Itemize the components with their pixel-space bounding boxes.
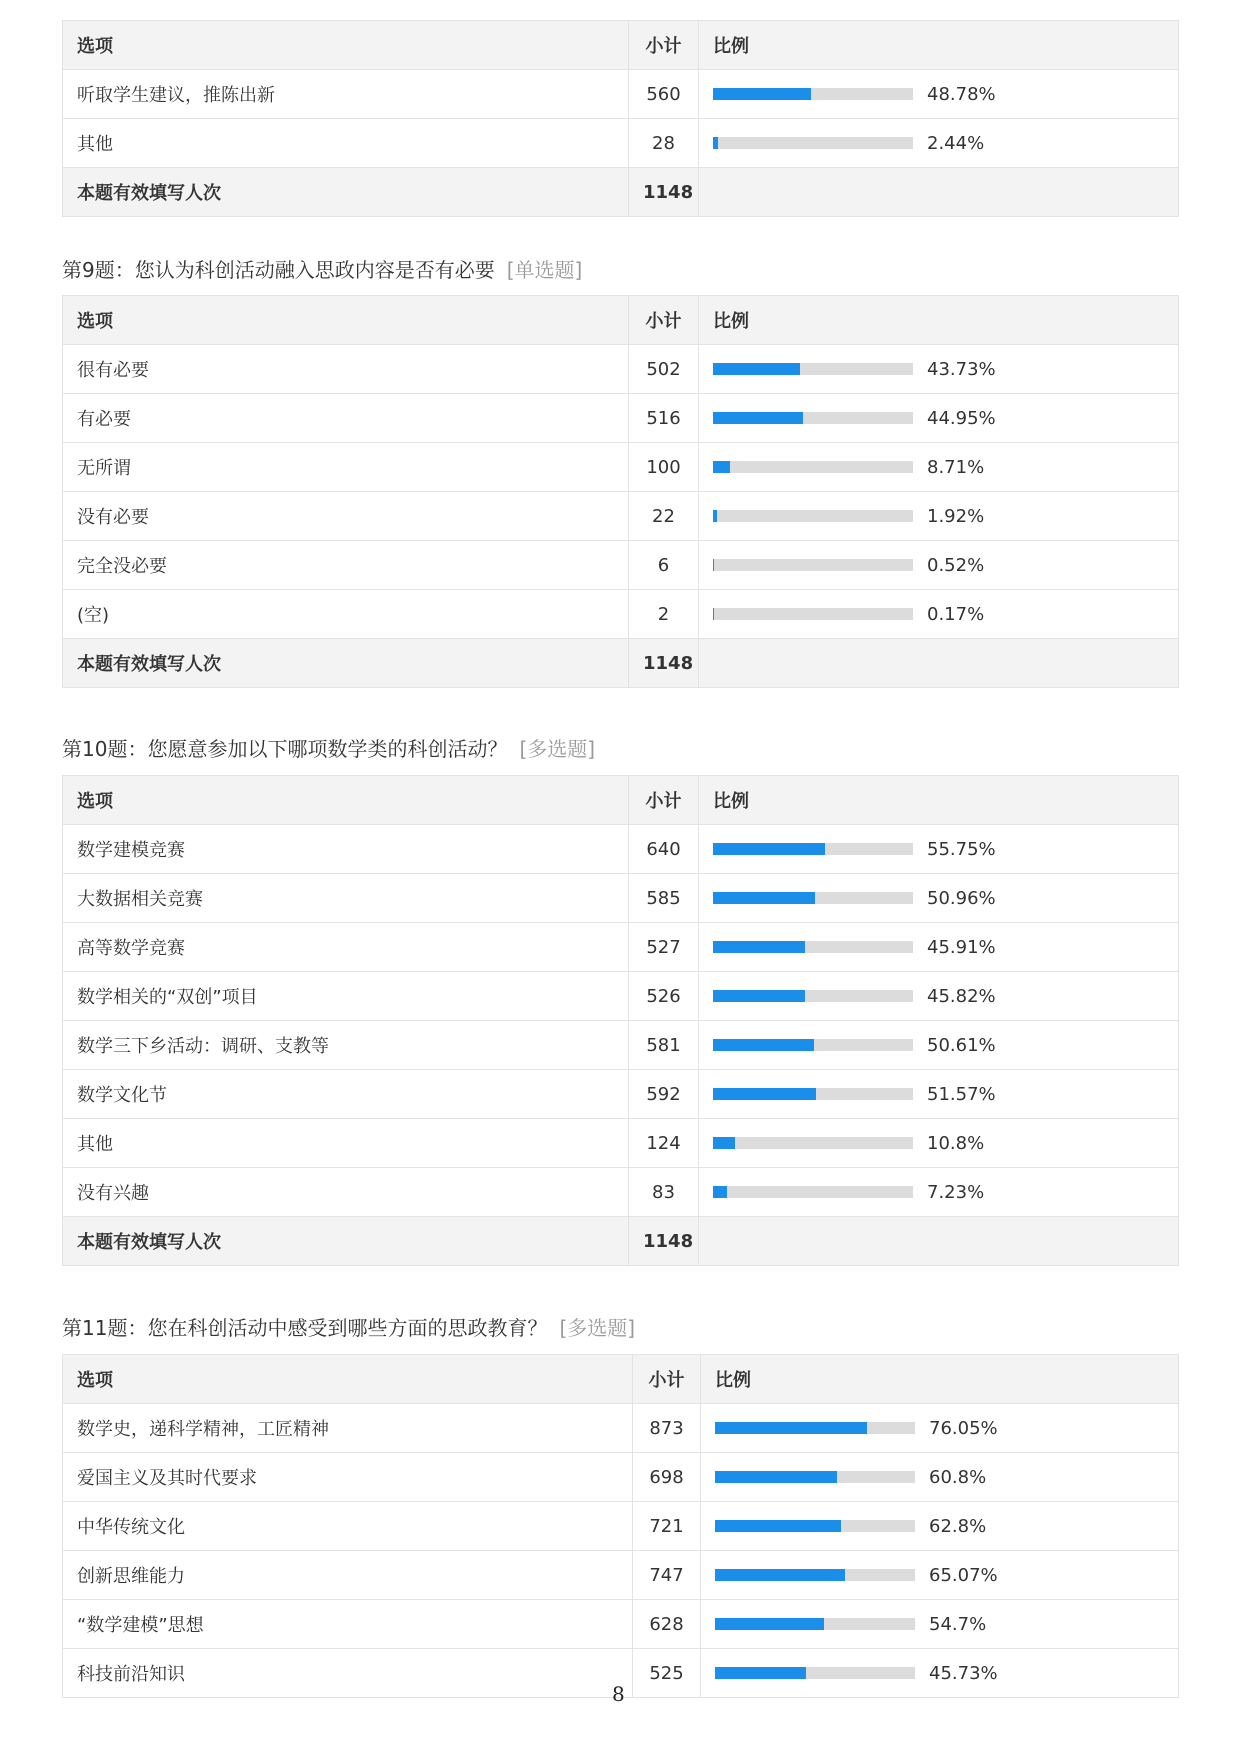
table-body [63,70,1179,168]
ratio-bar-fill [715,1618,824,1630]
table-row [63,1119,1179,1168]
ratio-bar-group [715,1614,1164,1635]
ratio-bar-fill [713,1088,816,1100]
question-type: [多选题] [559,1316,636,1340]
table-row [63,1070,1179,1119]
ratio-percent: 60.8% [929,1466,987,1488]
ratio-bar-track [713,990,913,1002]
option-ratio [699,923,1179,972]
ratio-bar-track [715,1471,915,1483]
option-label: 数学史，递科学精神，工匠精神 [63,1404,633,1453]
header-count: 小计 [633,1355,701,1404]
ratio-bar-fill [715,1520,841,1532]
total-row [63,1217,1179,1266]
table-row [63,1168,1179,1217]
option-count: 525 [633,1649,701,1698]
ratio-percent: 43.73% [927,358,996,380]
ratio-bar-track [715,1422,915,1434]
option-label: 很有必要 [63,345,629,394]
option-count: 502 [629,345,699,394]
ratio-percent: 10.8% [927,1132,985,1154]
option-label: 数学文化节 [63,1070,629,1119]
question-text: 第10题：您愿意参加以下哪项数学类的科创活动？ [62,737,508,761]
table-row [63,590,1179,639]
ratio-bar-group [713,986,1164,1007]
ratio-bar-track [715,1569,915,1581]
option-label: 听取学生建议，推陈出新 [63,70,629,119]
option-label: 完全没必要 [63,541,629,590]
total-count: 1148 [629,168,699,217]
header-option: 选项 [63,1355,633,1404]
table-row [63,394,1179,443]
ratio-percent: 48.78% [927,83,996,105]
total-label: 本题有效填写人次 [63,639,629,688]
header-ratio: 比例 [699,776,1179,825]
results-table [62,20,1179,217]
question-text: 第11题：您在科创活动中感受到哪些方面的思政教育？ [62,1316,548,1340]
ratio-percent: 44.95% [927,407,996,429]
option-ratio [699,443,1179,492]
results-table [62,1354,1179,1698]
ratio-percent: 0.52% [927,554,985,576]
ratio-bar-track [713,843,913,855]
option-label: 有必要 [63,394,629,443]
header-option: 选项 [63,776,629,825]
table-row [63,70,1179,119]
ratio-bar-track [715,1618,915,1630]
total-ratio-empty [699,168,1179,217]
option-count: 516 [629,394,699,443]
table-row [63,1404,1179,1453]
header-count: 小计 [629,21,699,70]
total-count: 1148 [629,639,699,688]
ratio-percent: 55.75% [927,838,996,860]
option-label: 爱国主义及其时代要求 [63,1453,633,1502]
option-count: 581 [629,1021,699,1070]
ratio-bar-fill [715,1471,837,1483]
option-label: (空) [63,590,629,639]
ratio-bar-group [715,1467,1164,1488]
question-type: [多选题] [519,737,596,761]
ratio-bar-fill [713,88,811,100]
option-label: 高等数学竞赛 [63,923,629,972]
ratio-percent: 45.73% [929,1662,998,1684]
option-ratio [699,1021,1179,1070]
option-ratio [701,1649,1179,1698]
ratio-bar-group [713,1133,1164,1154]
table-header-row [63,776,1179,825]
ratio-percent: 2.44% [927,132,985,154]
option-ratio [701,1404,1179,1453]
ratio-bar-track [713,941,913,953]
option-ratio [701,1453,1179,1502]
ratio-percent: 45.82% [927,985,996,1007]
table-body [63,825,1179,1217]
table-body [63,1404,1179,1698]
table-row [63,1502,1179,1551]
ratio-bar-track [713,1088,913,1100]
option-count: 124 [629,1119,699,1168]
option-label: 没有兴趣 [63,1168,629,1217]
ratio-bar-fill [713,1039,814,1051]
option-ratio [699,590,1179,639]
option-ratio [699,825,1179,874]
ratio-bar-track [713,1186,913,1198]
ratio-bar-group [715,1516,1164,1537]
option-label: 数学相关的“双创”项目 [63,972,629,1021]
table-row [63,825,1179,874]
header-ratio: 比例 [699,21,1179,70]
ratio-bar-track [713,608,913,620]
ratio-bar-fill [713,1186,727,1198]
ratio-percent: 50.96% [927,887,996,909]
results-table [62,295,1179,688]
option-ratio [699,541,1179,590]
ratio-bar-group [713,1035,1164,1056]
question-9-title [62,257,582,283]
ratio-bar-group [715,1663,1164,1684]
ratio-bar-group [713,888,1164,909]
ratio-bar-fill [713,843,825,855]
table-row [63,874,1179,923]
ratio-bar-track [713,892,913,904]
total-label: 本题有效填写人次 [63,168,629,217]
option-count: 585 [629,874,699,923]
ratio-bar-track [713,510,913,522]
option-ratio [699,345,1179,394]
option-count: 28 [629,119,699,168]
ratio-bar-fill [713,990,805,1002]
total-row [63,168,1179,217]
question-type: [单选题] [506,258,583,282]
option-count: 628 [633,1600,701,1649]
question-text: 第9题：您认为科创活动融入思政内容是否有必要 [62,258,495,282]
total-row [63,639,1179,688]
ratio-bar-fill [715,1569,845,1581]
header-ratio: 比例 [699,296,1179,345]
ratio-bar-fill [715,1667,806,1679]
ratio-percent: 45.91% [927,936,996,958]
option-count: 560 [629,70,699,119]
option-count: 22 [629,492,699,541]
option-label: “数学建模”思想 [63,1600,633,1649]
ratio-bar-group [715,1565,1164,1586]
option-ratio [701,1502,1179,1551]
total-count: 1148 [629,1217,699,1266]
ratio-bar-group [713,408,1164,429]
option-ratio [699,972,1179,1021]
table-body [63,345,1179,639]
header-option: 选项 [63,21,629,70]
ratio-bar-track [713,88,913,100]
header-count: 小计 [629,296,699,345]
option-count: 721 [633,1502,701,1551]
option-label: 其他 [63,119,629,168]
option-label: 大数据相关竞赛 [63,874,629,923]
ratio-percent: 7.23% [927,1181,985,1203]
ratio-percent: 8.71% [927,456,985,478]
ratio-percent: 62.8% [929,1515,987,1537]
ratio-bar-group [713,1182,1164,1203]
ratio-bar-group [715,1418,1164,1439]
ratio-bar-fill [713,510,717,522]
option-ratio [699,1119,1179,1168]
option-ratio [701,1551,1179,1600]
option-ratio [699,119,1179,168]
option-count: 698 [633,1453,701,1502]
ratio-bar-track [713,137,913,149]
option-ratio [699,492,1179,541]
option-ratio [701,1600,1179,1649]
option-ratio [699,1070,1179,1119]
ratio-bar-group [713,506,1164,527]
ratio-bar-fill [713,892,815,904]
table-row [63,972,1179,1021]
ratio-percent: 50.61% [927,1034,996,1056]
total-ratio-empty [699,639,1179,688]
ratio-bar-fill [713,608,714,620]
option-count: 640 [629,825,699,874]
ratio-bar-fill [713,1137,735,1149]
ratio-bar-track [715,1520,915,1532]
ratio-bar-track [713,412,913,424]
table-row [63,492,1179,541]
option-label: 数学三下乡活动：调研、支教等 [63,1021,629,1070]
option-label: 数学建模竞赛 [63,825,629,874]
ratio-bar-fill [715,1422,867,1434]
table-row [63,1021,1179,1070]
ratio-bar-fill [713,137,718,149]
header-option: 选项 [63,296,629,345]
total-label: 本题有效填写人次 [63,1217,629,1266]
option-ratio [699,70,1179,119]
ratio-percent: 0.17% [927,603,985,625]
ratio-bar-track [715,1667,915,1679]
ratio-percent: 1.92% [927,505,985,527]
option-count: 747 [633,1551,701,1600]
ratio-bar-group [713,84,1164,105]
results-table [62,775,1179,1266]
table-row [63,1453,1179,1502]
option-ratio [699,874,1179,923]
option-count: 526 [629,972,699,1021]
table-row [63,923,1179,972]
ratio-bar-track [713,363,913,375]
ratio-bar-track [713,559,913,571]
question-10-title [62,736,595,762]
table-header-row [63,1355,1179,1404]
question-11-title [62,1315,635,1341]
table-row [63,541,1179,590]
ratio-bar-track [713,461,913,473]
ratio-percent: 65.07% [929,1564,998,1586]
option-label: 无所谓 [63,443,629,492]
table-header-row [63,296,1179,345]
option-ratio [699,1168,1179,1217]
table-header-row [63,21,1179,70]
ratio-bar-group [713,839,1164,860]
option-ratio [699,394,1179,443]
ratio-bar-group [713,359,1164,380]
ratio-bar-group [713,937,1164,958]
page-number: 8 [612,1682,625,1706]
ratio-percent: 54.7% [929,1613,987,1635]
ratio-bar-group [713,133,1164,154]
table-row [63,1600,1179,1649]
ratio-bar-fill [713,461,730,473]
table-row [63,119,1179,168]
ratio-percent: 76.05% [929,1417,998,1439]
option-label: 科技前沿知识 [63,1649,633,1698]
option-count: 2 [629,590,699,639]
option-label: 创新思维能力 [63,1551,633,1600]
option-count: 6 [629,541,699,590]
ratio-bar-group [713,555,1164,576]
ratio-bar-fill [713,363,800,375]
ratio-bar-fill [713,559,714,571]
option-count: 592 [629,1070,699,1119]
ratio-percent: 51.57% [927,1083,996,1105]
option-count: 100 [629,443,699,492]
total-ratio-empty [699,1217,1179,1266]
ratio-bar-group [713,457,1164,478]
option-count: 83 [629,1168,699,1217]
option-count: 527 [629,923,699,972]
ratio-bar-group [713,604,1164,625]
header-ratio: 比例 [701,1355,1179,1404]
ratio-bar-fill [713,412,803,424]
option-label: 没有必要 [63,492,629,541]
option-label: 其他 [63,1119,629,1168]
ratio-bar-group [713,1084,1164,1105]
ratio-bar-track [713,1039,913,1051]
option-count: 873 [633,1404,701,1453]
table-row [63,345,1179,394]
table-row [63,443,1179,492]
ratio-bar-track [713,1137,913,1149]
table-row [63,1551,1179,1600]
option-label: 中华传统文化 [63,1502,633,1551]
header-count: 小计 [629,776,699,825]
ratio-bar-fill [713,941,805,953]
